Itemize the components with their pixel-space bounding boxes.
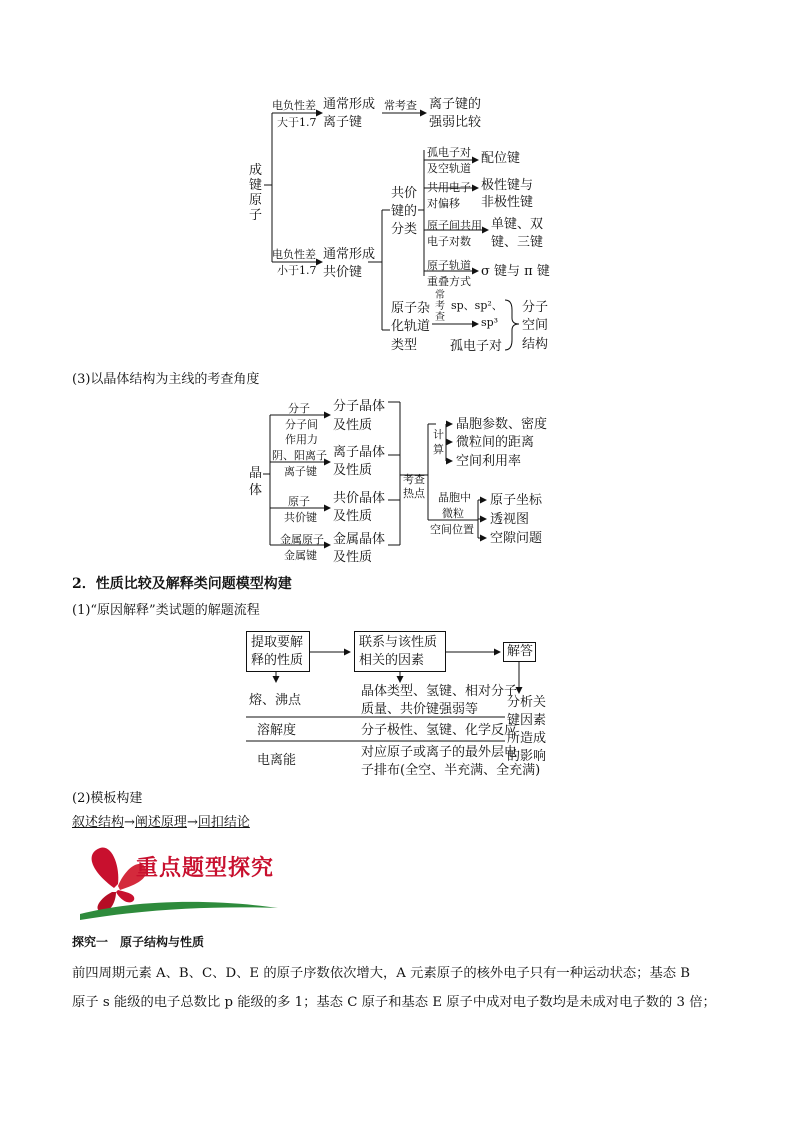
molecule-particle: 分子: [288, 402, 310, 415]
solubility-factors: 分子极性、氢键、化学反应: [361, 723, 518, 738]
butterfly-icon: [72, 842, 292, 922]
ionic-crystal: 离子晶体: [333, 445, 386, 460]
ionization-factors: 对应原子或离子的最外层电: [361, 745, 518, 760]
shared-pair-criterion: 共用电子: [427, 181, 471, 194]
hybrid-types: sp、sp²、: [451, 299, 503, 312]
explore-heading: 探究一 原子结构与性质: [72, 935, 205, 949]
atom-coordinates: 原子坐标: [490, 493, 543, 508]
exam-hotspot: 考查: [403, 473, 425, 486]
void-problem: 空隙问题: [490, 531, 543, 546]
calc-distance: 微粒间的距离: [456, 435, 535, 450]
section-2-heading: 2．性质比较及解释类问题模型构建: [72, 576, 292, 592]
crystal-heading: (3)以晶体结构为主线的考查角度: [72, 372, 260, 387]
ionic-exam: 常考查: [384, 99, 417, 112]
ionization-energy: 电离能: [257, 753, 297, 768]
banner-title: 重点题型探究: [136, 856, 275, 881]
template-step-conclusion: 回扣结论: [197, 815, 250, 830]
reason-flow-heading: (1)“原因解释”类试题的解题流程: [72, 603, 260, 618]
calc-density: 晶胞参数、密度: [456, 417, 548, 432]
ionic-condition: 电负性差: [272, 99, 316, 112]
atom-particle: 原子: [288, 495, 310, 508]
ionic-formation: 通常形成: [323, 97, 376, 112]
template-heading: (2)模板构建: [72, 791, 143, 806]
hybrid-exam: 常: [435, 290, 445, 301]
analysis-effects: 分析关: [507, 695, 547, 710]
sigma-pi-bond: σ 键与 π 键: [481, 264, 550, 279]
covalent-classification: 共价: [391, 186, 418, 201]
template-step-principle: 阐述原理: [134, 815, 187, 830]
template-step-structure: 叙述结构: [72, 815, 125, 830]
molecular-crystal: 分子晶体: [333, 399, 386, 414]
overlap-criterion: 原子轨道: [427, 259, 471, 272]
calc-label: 计: [433, 428, 444, 441]
lone-pair: 孤电子对: [450, 339, 503, 354]
pair-count-criterion: 原子间共用: [427, 219, 482, 232]
melting-factors: 晶体类型、氢键、相对分子: [361, 684, 518, 699]
ion-particle: 阴、阳离子: [272, 449, 327, 462]
ionic-result: 离子键的: [429, 97, 482, 112]
template-steps: 叙述结构→阐述原理→回扣结论: [72, 815, 250, 830]
molecular-shape: 分子: [522, 300, 549, 315]
crystal-root: 晶: [249, 466, 263, 481]
coordinate-bond: 配位键: [481, 151, 521, 166]
problem-line-1: 前四周期元素 A、B、C、D、E 的原子序数依次增大，A 元素原子的核外电子只有一种运动状态；基态 B: [72, 966, 691, 981]
lone-pair-criterion: 孤电子对: [427, 146, 471, 159]
covalent-formation: 通常形成: [323, 247, 376, 262]
problem-line-2: 原子 s 能级的电子总数比 p 能级的多 1；基态 C 原子和基态 E 原子中成对电子数均是未成对电子数的 3 倍；: [72, 995, 716, 1010]
covalent-crystal: 共价晶体: [333, 491, 386, 506]
hybrid-orbital: 原子杂: [391, 301, 431, 316]
covalent-condition: 电负性差: [272, 248, 316, 261]
bond-root: 成键原子: [249, 163, 263, 223]
metallic-crystal: 金属晶体: [333, 532, 386, 547]
calc-utilization: 空间利用率: [456, 454, 522, 469]
melting-boiling-point: 熔、沸点: [249, 693, 302, 708]
solubility: 溶解度: [257, 723, 297, 738]
perspective-view: 透视图: [490, 512, 530, 527]
polar-bond: 极性键与: [481, 178, 534, 193]
bond-multiplicity: 单键、双: [491, 217, 544, 232]
metal-particle: 金属原子: [280, 533, 324, 546]
position-label: 晶胞中: [438, 491, 471, 504]
